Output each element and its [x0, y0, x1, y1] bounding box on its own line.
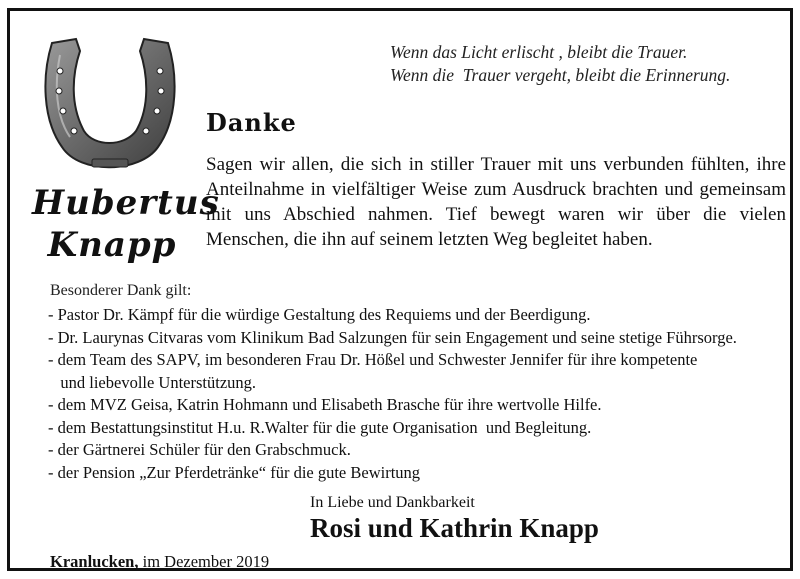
- horseshoe-icon: [40, 35, 178, 177]
- place-date: [50, 552, 269, 572]
- quote-line: Wenn das Licht erlischt , bleibt die Trauer.: [390, 42, 688, 62]
- list-item: - dem MVZ Geisa, Katrin Hohmann und Elisabeth Brasche für ihre wertvolle Hilfe.: [48, 395, 602, 414]
- list-item: und liebevolle Unterstützung.: [48, 372, 257, 392]
- special-thanks-title: Besonderer Dank gilt:: [50, 282, 192, 299]
- list-item: - Pastor Dr. Kämpf für die würdige Gestaltung des Requiems und der Beerdigung.: [48, 305, 591, 324]
- list-item: - Dr. Laurynas Citvaras vom Klinikum Bad Salzungen für sein Engagement und seine stetige Führsorge.: [48, 327, 737, 347]
- memorial-quote: [390, 41, 790, 87]
- date: im Dezember 2019: [138, 552, 270, 571]
- list-item: - der Gärtnerei Schüler für den Grabschmuck.: [48, 440, 351, 459]
- quote-line: Wenn die Trauer vergeht, bleibt die Erinnerung.: [390, 65, 731, 85]
- place: Kranlucken,: [50, 552, 139, 571]
- list-item: - dem Team des SAPV, im besonderen Frau Dr. Hößel und Schwester Jennifer für ihre kompetente: [48, 350, 698, 369]
- list-item: - der Pension „Zur Pferdetränke“ für die gute Bewirtung: [48, 462, 421, 482]
- deceased-last-name: Knapp: [47, 225, 177, 265]
- thanks-paragraph: Sagen wir allen, die sich in stiller Trauer mit uns verbunden fühlten, ihre Anteilnahme in vielfältiger Weise zum Ausdruck brachten und gemeinsam mit uns Abschied nahmen. Tief bewegt waren wir über die vielen Menschen, die ihn auf seinem letzten Weg begleitet haben.: [206, 154, 786, 250]
- special-thanks-list: [48, 304, 793, 484]
- deceased-first-name: Hubertus: [32, 183, 220, 223]
- closing-line: In Liebe und Dankbarkeit: [310, 494, 475, 511]
- signers-names: Rosi und Kathrin Knapp: [310, 513, 599, 543]
- heading-title: Danke: [206, 108, 297, 137]
- list-item: - dem Bestattungsinstitut H.u. R.Walter für die gute Organisation und Begleitung.: [48, 417, 592, 437]
- obituary-card: [7, 8, 793, 571]
